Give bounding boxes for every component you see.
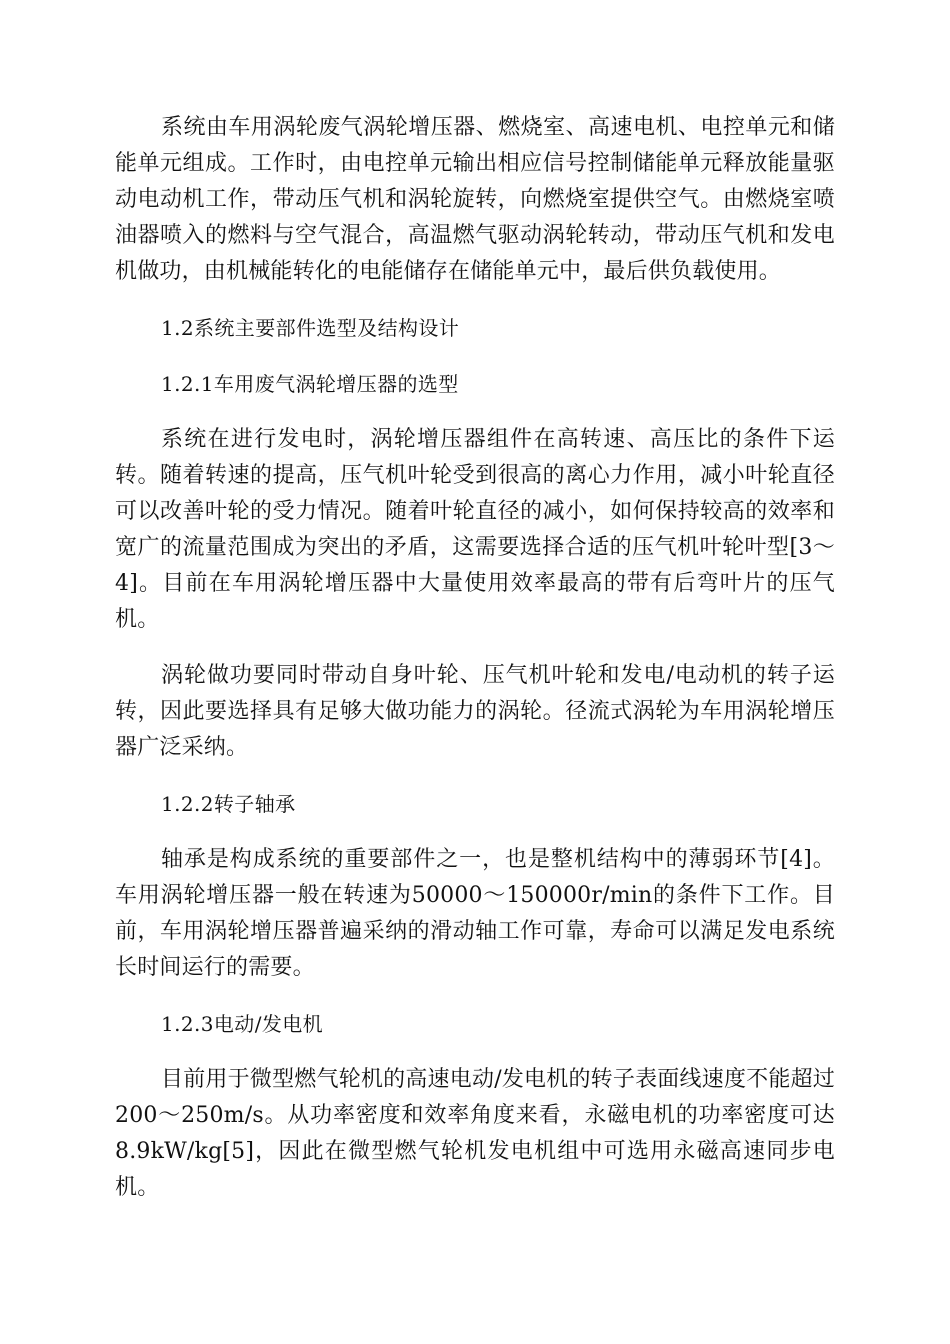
spacer	[115, 290, 835, 310]
spacer	[115, 766, 835, 786]
spacer	[115, 986, 835, 1006]
paragraph-system-composition: 系统由车用涡轮废气涡轮增压器、燃烧室、高速电机、电控单元和储能单元组成。工作时，由电控单元输出相应信号控制储能单元释放能量驱动电动机工作，带动压气机和涡轮旋转，向燃烧室提供空气。由燃烧室喷油器喷入的燃料与空气混合，高温燃气驱动涡轮转动，带动压气机和发电机做功，由机械能转化的电能储存在储能单元中，最后供负载使用。	[115, 115, 835, 284]
spacer	[115, 1042, 835, 1062]
section-heading-1-2-3: 1.2.3电动/发电机	[161, 1012, 324, 1036]
paragraph-turbine-work: 涡轮做功要同时带动自身叶轮、压气机叶轮和发电/电动机的转子运转，因此要选择具有足够大做功能力的涡轮。径流式涡轮为车用涡轮增压器广泛采纳。	[115, 663, 835, 760]
spacer	[115, 346, 835, 366]
document-body	[115, 110, 835, 1206]
spacer	[115, 638, 835, 658]
paragraph-turbocharger-selection: 系统在进行发电时，涡轮增压器组件在高转速、高压比的条件下运转。随着转速的提高，压气机叶轮受到很高的离心力作用，减小叶轮直径可以改善叶轮的受力情况。随着叶轮直径的减小，如何保持较高的效率和宽广的流量范围成为突出的矛盾，这需要选择合适的压气机叶轮叶型[3～4]。目前在车用涡轮增压器中大量使用效率最高的带有后弯叶片的压气机。	[115, 427, 835, 632]
paragraph-rotor-bearing: 轴承是构成系统的重要部件之一，也是整机结构中的薄弱环节[4]。车用涡轮增压器一般在转速为50000～150000r/min的条件下工作。目前，车用涡轮增压器普遍采纳的滑动轴工作可靠，寿命可以满足发电系统长时间运行的需要。	[115, 847, 835, 980]
section-heading-1-2: 1.2系统主要部件选型及结构设计	[161, 316, 460, 340]
spacer	[115, 822, 835, 842]
spacer	[115, 402, 835, 422]
paragraph-motor-generator: 目前用于微型燃气轮机的高速电动/发电机的转子表面线速度不能超过200～250m/s。从功率密度和效率角度来看，永磁电机的功率密度可达8.9kW/kg[5]，因此在微型燃气轮机发电机组中可选用永磁高速同步电机。	[115, 1067, 835, 1200]
section-heading-1-2-2: 1.2.2转子轴承	[161, 792, 296, 816]
section-heading-1-2-1: 1.2.1车用废气涡轮增压器的选型	[161, 372, 459, 396]
